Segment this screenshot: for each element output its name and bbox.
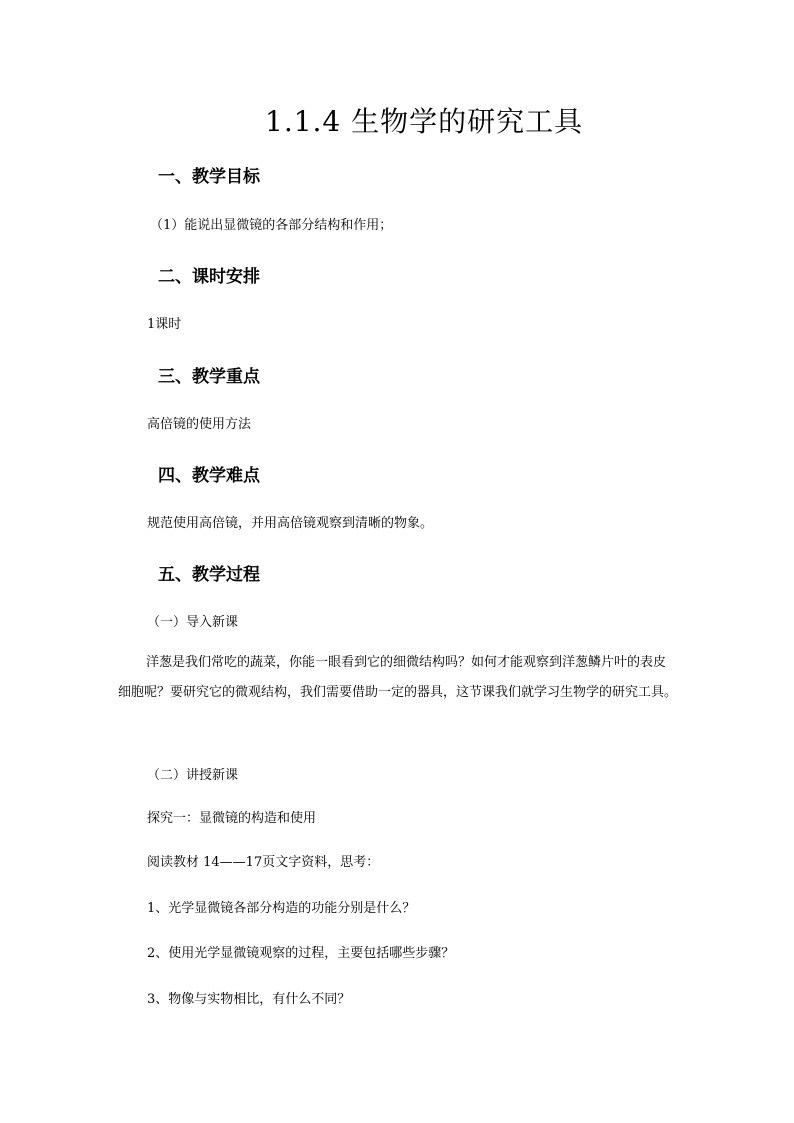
explore-heading: 探究一：显微镜的构造和使用 [147,811,317,826]
question-3: 3、物像与实物相比，有什么不同？ [147,992,351,1007]
reading-instruction: 阅读教材 14——17页文字资料，思考： [147,855,380,870]
section-heading-difficulties: 四、教学难点 [158,466,260,486]
teach-label: （二）讲授新课 [147,768,239,783]
difficulties-text: 规范使用高倍镜，并用高倍镜观察到清晰的物象。 [147,516,434,531]
objectives-text: （1）能说出显微镜的各部分结构和作用； [150,218,393,233]
section-heading-process: 五、教学过程 [158,565,260,585]
question-1: 1、光学显微镜各部分构造的功能分别是什么？ [147,901,416,916]
section-heading-key-points: 三、教学重点 [158,367,260,387]
schedule-text: 1课时 [147,317,182,332]
intro-paragraph: 洋葱是我们常吃的蔬菜，你能一眼看到它的细微结构吗？如何才能观察到洋葱鳞片叶的表皮细胞呢？要研究它的微观结构，我们需要借助一定的器具，这节课我们就学习生物学的研究工具。 [118,655,678,700]
section-heading-schedule: 二、课时安排 [158,267,260,287]
intro-label: （一）导入新课 [147,615,239,630]
page-title: 1.1.4 生物学的研究工具 [265,105,584,138]
key-points-text: 高倍镜的使用方法 [147,417,252,432]
section-heading-objectives: 一、教学目标 [158,167,260,187]
question-2: 2、使用光学显微镜观察的过程，主要包括哪些步骤？ [147,946,455,961]
